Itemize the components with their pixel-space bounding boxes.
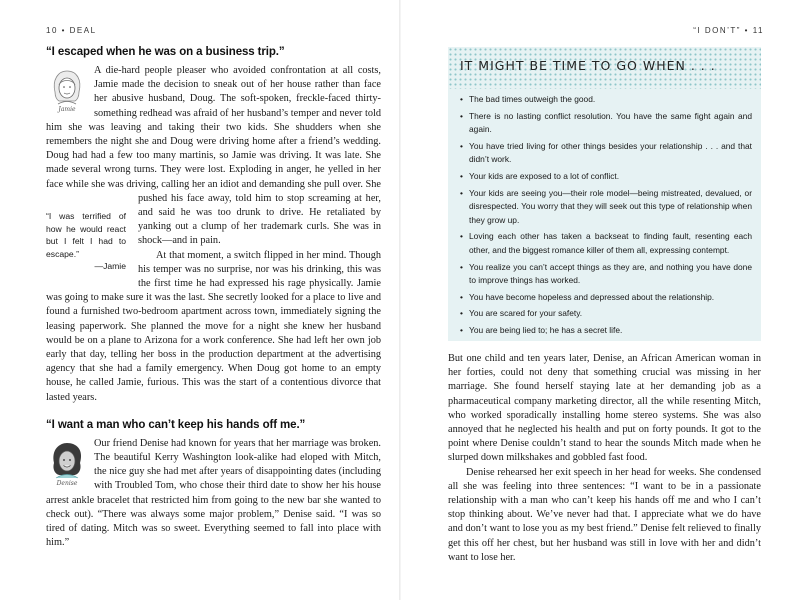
list-item: • You are scared for your safety.	[460, 307, 752, 321]
list-item: • Your kids are seeing you—their role model—being mistreated, devalued, or disrespected. You worry that they will seek out this type of relationship when they grow up.	[460, 187, 752, 228]
story-paragraph: At that moment, a switch flipped in her mind. Though his temper was no surprise, nor was his drinking, this was the first time he had expressed his rage physically. Jamie was going to make sure it was the last. She secretly looked for a place to live and found a furnished two-bedroom apartment across town, immediately signing the leasing paperwork. She planned the move for a night she knew her husband would be on a plane to Arizona for a work conference. She had left her own job early that day, telling her boss in the production department at the advertising agency that she had a family emergency. When Doug got home to an empty house, he called Jamie, furious. This was the start of a contentious divorce that lasted years.	[46, 249, 381, 403]
list-item: • Loving each other has taken a backseat to finding fault, resenting each other, and the biggest romance killer of them all, expressing contempt.	[460, 230, 752, 257]
story-heading-jamie: “I escaped when he was on a business trip.”	[46, 46, 285, 58]
pull-quote-jamie	[46, 210, 126, 273]
list-item: • You have become hopeless and depressed about the relationship.	[460, 291, 752, 305]
right-page-body	[448, 352, 761, 565]
running-header-left: 10 • DEAL	[46, 26, 97, 35]
sidebar-box-list	[460, 93, 752, 341]
story-body-jamie	[46, 64, 381, 405]
page-gutter	[399, 0, 401, 600]
portrait-jamie-illustration	[46, 66, 88, 114]
list-item: • You realize you can’t accept things as they are, and nothing you have done to improve things has worked.	[460, 261, 752, 288]
list-item: • You are being lied to; he has a secret life.	[460, 324, 752, 338]
sidebar-box-title: IT MIGHT BE TIME TO GO WHEN . . .	[460, 58, 716, 73]
story-paragraph: But one child and ten years later, Denise, an African American woman in her forties, could not deny that something crucial was missing in her marriage. She found herself staying late at her demanding job as a pharmaceutical company marketing director, all the while resenting Mitch, who worked sporadically installing home stereo systems. She was also annoyed that he neglected his health and put on forty pounds. It got to the point where Denise couldn’t stand to hear the sounds Mitch made when he slurped down milkshakes and gobbled fast food.	[448, 353, 761, 464]
running-header-right: “I DON’T” • 11	[693, 26, 764, 35]
list-item: • You have tried living for other things besides your relationship . . . and that didn’t work.	[460, 140, 752, 167]
story-body-denise	[46, 437, 381, 551]
list-item: • Your kids are exposed to a lot of conflict.	[460, 170, 752, 184]
pull-quote-text: “I was terrified of how he would react but I felt I had to escape.”	[46, 211, 126, 259]
portrait-denise-illustration	[46, 439, 88, 487]
portrait-caption-jamie: Jamie	[58, 106, 76, 113]
story-paragraph: Denise rehearsed her exit speech in her head for weeks. She condensed all she was feeling into three sentences: “I want to be in a passionate relationship with a man who can’t keep his hands off me and who I can’t stop thinking about. We’ve never had that. I appreciate what we do have and don’t want to lose you as my best friend.” Denise felt relieved to finally get this off her chest, but her husband was still in love with her and didn’t want to lose her.	[448, 466, 761, 563]
story-paragraph: A die-hard people pleaser who avoided confrontation at all costs, Jamie made the decision to sneak out of her house rather than face her abusive husband, Doug. The soft-spoken, freckle-faced thirty-something redhead was afraid of her husband’s temper and never told him she was leaving and taking their two kids. She shudders when she remembers the night she and Doug were driving home after a friend’s wedding. Doug had had a few too many martinis, so Jamie was driving. It was late. She made several wrong turns. They were lost. Exploding in anger, he yelled in her face while she was driving, calling her an idiot and demanding she pull over. She pushed his face away, told him to stop screaming at her, and said he was too drunk to drive. He retaliated by yanking out a clump of her trademark curls. She was in shock—and in pain.	[46, 65, 381, 247]
pull-quote-attribution: —Jamie	[94, 261, 126, 272]
story-heading-denise: “I want a man who can’t keep his hands off me.”	[46, 418, 306, 431]
portrait-caption-denise: Denise	[56, 479, 78, 487]
list-item: • There is no lasting conflict resolution. You have the same fight again and again.	[460, 110, 752, 137]
sidebar-box-time-to-go	[448, 47, 761, 341]
story-paragraph: Our friend Denise had known for years that her marriage was broken. The beautiful Kerry Washington look-alike had eloped with Mitch, the nice guy she had met after years of disappointing dates (including with Troubled Tom, who chose their third date to show her his house arrest ankle bracelet that restricted him from going to the new bar she wanted to check out). “There was always some major problem,” Denise said. “I was so tired of dating. Mitch was so sweet. Everything seemed to fall into place with him.”	[46, 437, 381, 549]
left-page	[46, 46, 381, 551]
list-item: • The bad times outweigh the good.	[460, 93, 752, 107]
